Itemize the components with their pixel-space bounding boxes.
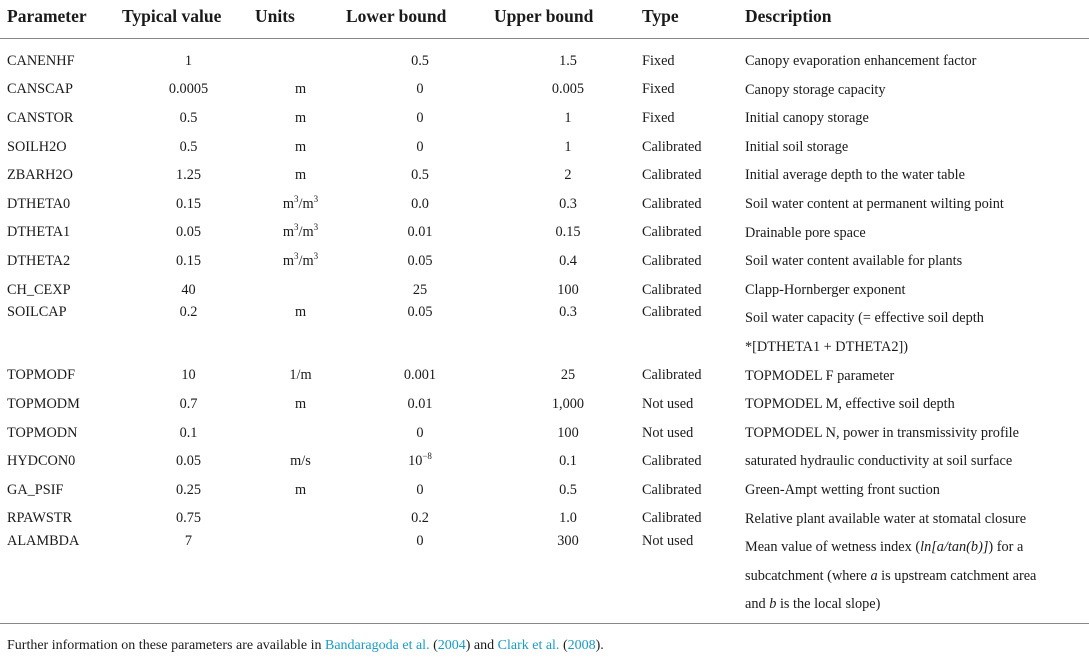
- cell-lower: 0: [346, 533, 494, 623]
- description-text: is upstream catchment area: [877, 567, 1037, 584]
- footnote-text: ).: [595, 638, 604, 653]
- cell-type: Calibrated: [642, 252, 702, 269]
- header-row: [0, 0, 1089, 39]
- table-row: [0, 476, 1089, 505]
- cell-upper: 2: [564, 167, 572, 184]
- cell-description: [745, 533, 1089, 623]
- cell-lower: 0: [416, 138, 424, 155]
- lower-exponent: −8: [422, 451, 432, 462]
- cell-typical: 7: [122, 533, 255, 623]
- header-upper-bound: Upper bound: [494, 0, 642, 39]
- cell-units: [255, 247, 346, 276]
- table-row: [0, 39, 1089, 76]
- description-variable: b: [769, 596, 777, 613]
- units-denominator-exponent: 3: [313, 250, 319, 261]
- cell-parameter: ALAMBDA: [0, 533, 122, 623]
- cell-lower: 0: [416, 424, 424, 441]
- cell-lower: 0: [416, 81, 424, 98]
- cell-typical: 0.15: [175, 252, 202, 269]
- cell-units: m: [294, 138, 307, 155]
- cell-upper: 1.0: [559, 510, 577, 527]
- cell-units: [255, 419, 346, 448]
- footnote-text: ) and: [465, 638, 498, 653]
- cell-type: Fixed: [642, 81, 675, 98]
- cell-units: 1/m: [289, 367, 312, 384]
- cell-description: saturated hydraulic conductivity at soil surface: [745, 453, 1013, 470]
- description-text: ) for a: [988, 539, 1024, 556]
- cell-parameter: TOPMODF: [7, 367, 76, 384]
- description-text: subcatchment (where: [745, 567, 871, 584]
- cell-typical: 0.7: [179, 395, 198, 412]
- description-variable: a: [870, 567, 878, 584]
- units-base: m: [282, 224, 295, 241]
- cell-units: m: [294, 395, 307, 412]
- units-denominator-exponent: 3: [313, 222, 319, 233]
- header-parameter: Parameter: [0, 0, 122, 39]
- table-row: [0, 190, 1089, 219]
- cell-description: Clapp-Hornberger exponent: [745, 281, 906, 298]
- cell-units: [255, 190, 346, 219]
- cell-typical: 1.25: [175, 167, 202, 184]
- cell-lower: 0.01: [407, 224, 433, 241]
- cell-units: [255, 533, 346, 623]
- cell-type: Not used: [642, 424, 694, 441]
- description-text: and: [745, 596, 770, 613]
- cell-upper: 0.15: [555, 224, 581, 241]
- cell-description: Canopy storage capacity: [745, 81, 886, 98]
- cell-lower: 0.5: [411, 52, 429, 69]
- cell-typical: 0.0005: [168, 81, 209, 98]
- cell-type: Calibrated: [642, 510, 702, 527]
- units-denominator-exponent: 3: [313, 193, 319, 204]
- cell-upper: 300: [494, 533, 642, 623]
- cell-description: TOPMODEL M, effective soil depth: [745, 396, 955, 413]
- cell-typical: 0.5: [179, 138, 198, 155]
- table-row: [0, 219, 1089, 248]
- cell-upper: 0.4: [559, 252, 577, 269]
- cell-type: Not used: [642, 395, 694, 412]
- cell-description: Green-Ampt wetting front suction: [745, 481, 940, 498]
- header-description: Description: [745, 0, 1089, 39]
- cell-parameter: SOILCAP: [7, 304, 67, 321]
- description-line-2: *[DTHETA1 + DTHETA2]): [745, 338, 908, 355]
- cell-units: m: [294, 81, 307, 98]
- cell-description: Drainable pore space: [745, 224, 866, 241]
- cell-description: Initial canopy storage: [745, 110, 869, 127]
- units-exponent: 3: [294, 222, 299, 233]
- cell-parameter: CANSTOR: [7, 109, 74, 126]
- cell-units: [255, 276, 346, 305]
- cell-lower: 0.5: [411, 167, 429, 184]
- cell-parameter: SOILH2O: [7, 138, 67, 155]
- cell-upper: 1: [564, 138, 572, 155]
- cell-lower: 0.001: [403, 367, 437, 384]
- cell-type: Calibrated: [642, 481, 702, 498]
- header-typical-value: Typical value: [122, 0, 255, 39]
- cell-parameter: DTHETA1: [7, 224, 71, 241]
- cell-typical: 40: [181, 281, 196, 298]
- cell-description: Initial average depth to the water table: [745, 167, 965, 184]
- cell-parameter: TOPMODM: [7, 395, 80, 412]
- footnote-text: Further information on these parameters are available in: [7, 638, 325, 653]
- cell-typical: 0.05: [175, 224, 202, 241]
- table-row: [0, 447, 1089, 476]
- cell-typical: 0.75: [175, 510, 202, 527]
- table-row: [0, 104, 1089, 133]
- cell-description: Soil water content at permanent wilting point: [745, 195, 1004, 212]
- cell-lower: 25: [412, 281, 428, 298]
- footnote-text: (: [559, 638, 568, 653]
- table-row: [0, 76, 1089, 105]
- cell-units: m/s: [290, 453, 311, 470]
- cell-description: Soil water content available for plants: [745, 253, 963, 270]
- table-row: [0, 390, 1089, 419]
- cell-upper: 100: [557, 424, 579, 441]
- cell-parameter: CANENHF: [7, 52, 75, 69]
- reference-year-link-2004[interactable]: 2004: [437, 638, 466, 653]
- table-row: [0, 419, 1089, 448]
- table-row: [0, 533, 1089, 623]
- cell-upper: 1.5: [559, 52, 577, 69]
- reference-link-clark[interactable]: Clark et al.: [497, 638, 560, 653]
- cell-typical: 0.2: [179, 304, 198, 321]
- cell-description: TOPMODEL F parameter: [745, 367, 895, 384]
- cell-type: Calibrated: [642, 367, 702, 384]
- cell-type: Calibrated: [642, 453, 702, 470]
- table-row: [0, 304, 1089, 361]
- cell-typical: 1: [184, 52, 193, 69]
- cell-upper: 0.005: [551, 81, 585, 98]
- cell-parameter: ZBARH2O: [7, 167, 73, 184]
- cell-lower: 0.05: [407, 252, 433, 269]
- cell-upper: 1: [564, 109, 572, 126]
- lower-base: 10: [408, 453, 423, 470]
- reference-link-bandaragoda[interactable]: Bandaragoda et al.: [325, 638, 430, 653]
- cell-description: TOPMODEL N, power in transmissivity profile: [745, 424, 1020, 441]
- header-units: Units: [255, 0, 346, 39]
- table-row: [0, 161, 1089, 190]
- cell-typical: 10: [181, 367, 196, 384]
- cell-description: Canopy evaporation enhancement factor: [745, 53, 977, 69]
- cell-lower: 0: [416, 109, 424, 126]
- cell-type: Calibrated: [642, 138, 702, 155]
- cell-parameter: GA_PSIF: [7, 481, 64, 498]
- cell-description: Relative plant available water at stomatal closure: [745, 510, 1027, 527]
- cell-typical: 0.15: [175, 195, 202, 212]
- cell-type: Fixed: [642, 52, 675, 69]
- cell-units: [255, 505, 346, 534]
- cell-typical: 0.5: [179, 109, 198, 126]
- units-denominator: /m: [298, 252, 314, 269]
- units-exponent: 3: [294, 193, 299, 204]
- cell-type: Calibrated: [642, 195, 702, 212]
- cell-typical: 0.25: [175, 481, 202, 498]
- units-base: m: [282, 252, 295, 269]
- cell-units: m: [294, 167, 307, 184]
- description-text: Mean value of wetness index (: [745, 539, 921, 556]
- description-text: is the local slope): [776, 596, 881, 613]
- cell-type: Not used: [642, 533, 745, 623]
- cell-units: [255, 219, 346, 248]
- description-line-1: Soil water capacity (= effective soil depth: [745, 310, 984, 327]
- table-footnote: [7, 638, 604, 654]
- cell-type: Calibrated: [642, 281, 702, 298]
- footnote-text: (: [429, 638, 438, 653]
- cell-lower: 0.05: [407, 304, 433, 321]
- cell-parameter: CH_CEXP: [7, 281, 71, 298]
- cell-parameter: HYDCON0: [7, 453, 76, 470]
- units-exponent: 3: [294, 250, 299, 261]
- cell-description: Initial soil storage: [745, 138, 849, 155]
- cell-parameter: CANSCAP: [7, 81, 73, 98]
- cell-typical: 0.05: [175, 453, 202, 470]
- header-lower-bound: Lower bound: [346, 0, 494, 39]
- cell-type: Calibrated: [642, 224, 702, 241]
- units-base: m: [282, 195, 295, 212]
- cell-upper: 0.3: [559, 195, 577, 212]
- reference-year-link-2008[interactable]: 2008: [567, 638, 596, 653]
- cell-upper: 0.3: [559, 304, 577, 321]
- cell-units: m: [294, 109, 307, 126]
- cell-parameter: DTHETA2: [7, 252, 71, 269]
- cell-units: [255, 39, 346, 76]
- cell-units: m: [294, 481, 307, 498]
- cell-upper: 100: [557, 281, 579, 298]
- cell-type: Calibrated: [642, 167, 702, 184]
- table-row: [0, 133, 1089, 162]
- cell-typical: 0.1: [179, 424, 198, 441]
- cell-units: m: [294, 304, 307, 321]
- cell-lower: [346, 447, 494, 476]
- cell-parameter: TOPMODN: [7, 424, 78, 441]
- description-formula: ln[a/tan(b)]: [920, 539, 989, 556]
- cell-lower: 0.0: [411, 195, 429, 212]
- units-denominator: /m: [298, 224, 314, 241]
- cell-type: Calibrated: [642, 304, 702, 321]
- cell-upper: 25: [560, 367, 576, 384]
- cell-lower: 0.01: [407, 395, 433, 412]
- units-denominator: /m: [298, 195, 314, 212]
- table-row: [0, 362, 1089, 391]
- cell-upper: 0.5: [559, 481, 577, 498]
- header-type: Type: [642, 0, 745, 39]
- cell-upper: 1,000: [551, 395, 585, 412]
- table-row: [0, 276, 1089, 305]
- cell-description: [745, 304, 1089, 361]
- cell-upper: 0.1: [559, 453, 577, 470]
- cell-parameter: RPAWSTR: [7, 510, 73, 527]
- table-row: [0, 247, 1089, 276]
- table-row: [0, 505, 1089, 534]
- cell-lower: 0: [416, 481, 424, 498]
- cell-lower: 0.2: [411, 510, 429, 527]
- cell-parameter: DTHETA0: [7, 195, 71, 212]
- cell-type: Fixed: [642, 109, 675, 126]
